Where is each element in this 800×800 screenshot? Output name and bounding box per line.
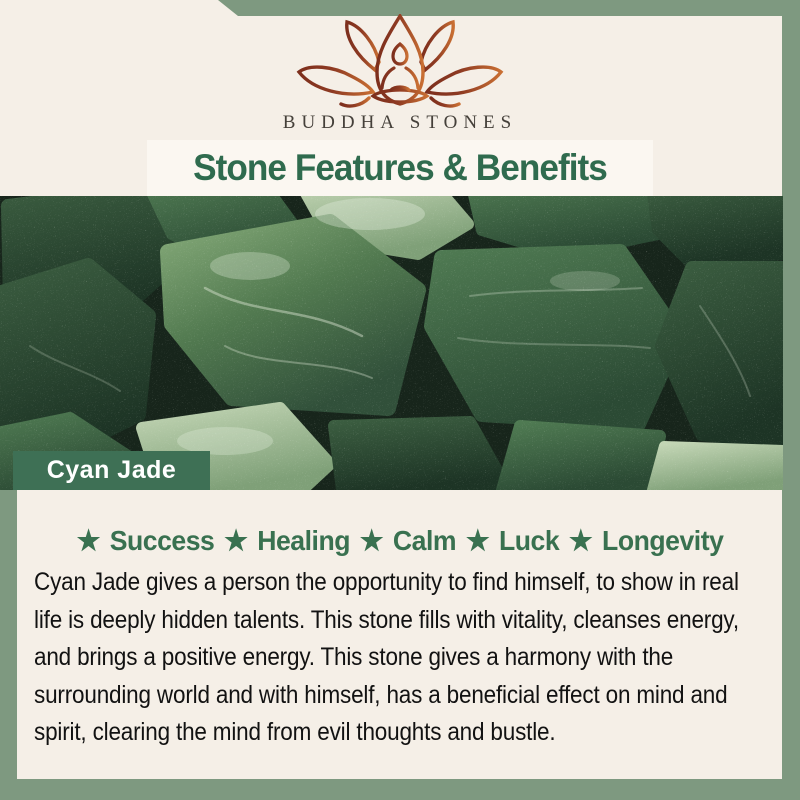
section-banner: [147, 140, 653, 196]
stone-name-label: Cyan Jade: [13, 451, 210, 490]
section-title: Stone Features & Benefits: [193, 147, 607, 188]
frame-bottom-strip: [0, 779, 800, 800]
stone-description: Cyan Jade gives a person the opportunity to find himself, to show in real life is deeply hidden talents. This stone fills with vitality, cleanses energy, and brings a positive energy. This stone gives a harmony with the surrounding world and with himself, has a beneficial effect on mind and spirit, clearing the mind from evil thoughts and bustle.: [34, 568, 739, 746]
frame-left-strip: [0, 490, 17, 800]
brand-header: [0, 14, 800, 134]
jade-stones-photo: [0, 196, 783, 490]
lotus-meditation-icon: [285, 14, 515, 110]
jade-stones-illustration: [0, 196, 783, 490]
benefits-list: ★ Success ★ Healing ★ Calm ★ Luck ★ Longevity: [76, 525, 724, 556]
brand-name: BUDDHA STONES: [282, 112, 518, 133]
